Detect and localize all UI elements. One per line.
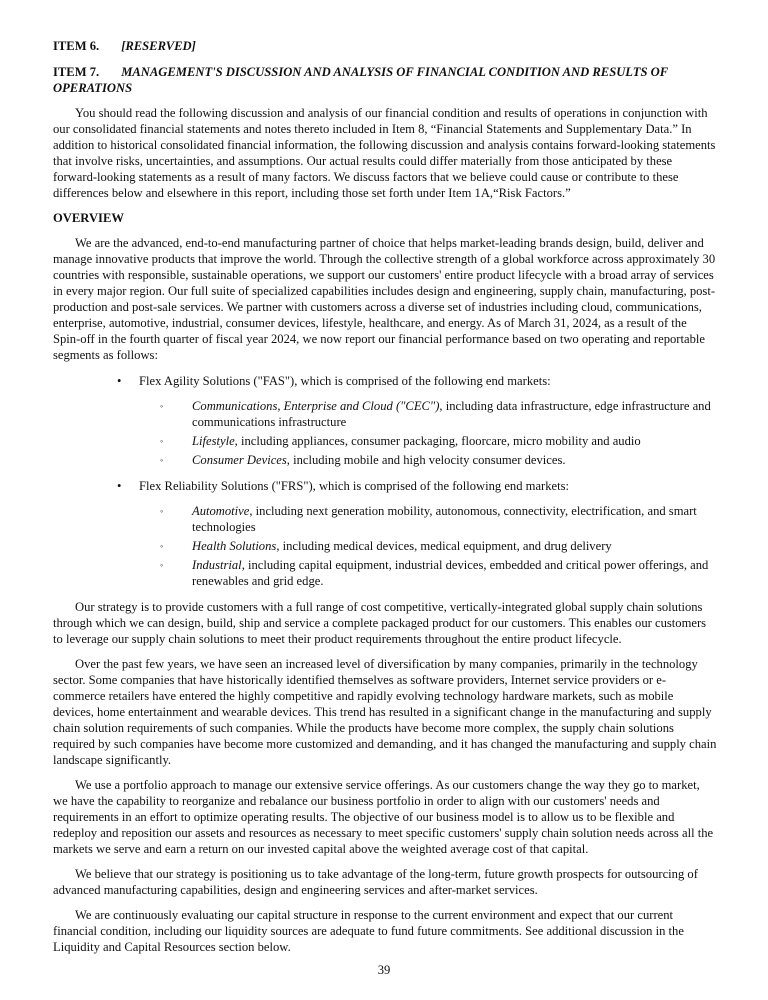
bullet-icon: • [117,479,122,493]
market-name: Lifestyle [192,434,235,448]
market-desc: , including capital equipment, industrial devices, embedded and critical power offerings, and renewables and grid edge. [192,558,709,588]
market-desc: , including appliances, consumer packaging, floorcare, micro mobility and audio [234,434,641,448]
market-item [139,398,717,430]
market-desc: , including data infrastructure, edge infrastructure and communications infrastructure [192,399,711,429]
market-name: Health Solutions [192,539,277,553]
document-page [53,38,717,955]
item-title: MANAGEMENT'S DISCUSSION AND ANALYSIS OF FINANCIAL CONDITION AND RESULTS OF OPERATIONS [53,65,668,95]
circle-bullet-icon: ◦ [160,436,164,446]
market-desc: , including mobile and high velocity consumer devices. [286,453,566,467]
segment-item [53,373,717,468]
circle-bullet-icon: ◦ [160,541,164,551]
overview-heading: OVERVIEW [53,211,124,225]
item-6-heading [53,38,717,54]
item-7-heading [53,64,717,96]
capital-paragraph: We are continuously evaluating our capital structure in response to the current environment and expect that our current financial condition, including our liquidity sources are adequate to fund future commitments. See additional discussion in the Liquidity and Capital Resources section below. [53,908,684,954]
market-item [139,557,717,589]
overview-paragraph: We are the advanced, end-to-end manufacturing partner of choice that helps market-leading brands design, build, deliver and manage innovative products that improve the world. Through the collective strength of a global workforce across approximately 30 countries with responsible, sustainable operations, we support our customers' entire product lifecycle with a broad array of services in every major region. Our full suite of specialized capabilities includes design and engineering, supply chain, manufacturing, post-production and post-sale services. We partner with customers across a diverse set of industries including cloud, communications, enterprise, automotive, industrial, consumer devices, lifestyle, healthcare, and energy. As of March 31, 2024, as a result of the Spin-off in the fourth quarter of fiscal year 2024, we now report our financial performance based on two operating and reportable segments as follows: [53,236,716,362]
market-desc: , including next generation mobility, autonomous, connectivity, electrification, and smart technologies [192,504,697,534]
market-list [139,398,717,468]
circle-bullet-icon: ◦ [160,455,164,465]
market-item [139,452,717,468]
page-number: 39 [377,963,391,977]
market-name: Communications, Enterprise and Cloud ("CEC") [192,399,440,413]
segment-text: Flex Reliability Solutions ("FRS"), which is comprised of the following end markets: [139,479,570,493]
bullet-icon: • [117,374,122,388]
strategy-paragraph: Our strategy is to provide customers with a full range of cost competitive, vertically-integrated global supply chain solutions through which we can design, build, ship and service a complete packaged product for our customers. This enables our customers to leverage our supply chain solutions to meet their product requirements throughout the entire product lifecycle. [53,600,707,646]
market-item [139,538,717,554]
segment-text: Flex Agility Solutions ("FAS"), which is comprised of the following end markets: [139,374,551,388]
portfolio-paragraph: We use a portfolio approach to manage our extensive service offerings. As our customers change the way they go to market, we have the capability to reorganize and rebalance our business portfolio in order to align with our customers' needs and requirements in an effort to optimize operating results. The objective of our business model is to allow us to be flexible and redeploy and reposition our assets and resources as necessary to meet specific customers' supply chain solution needs across all the markets we serve and earn a return on our invested capital above the weighted average cost of that capital. [53,778,714,856]
item-label: ITEM 7. [53,65,100,79]
market-item [139,503,717,535]
market-list [139,503,717,589]
market-item [139,433,717,449]
circle-bullet-icon: ◦ [160,401,164,411]
market-name: Automotive [192,504,250,518]
item-title: [RESERVED] [121,39,196,53]
item-label: ITEM 6. [53,39,100,53]
growth-paragraph: We believe that our strategy is positioning us to take advantage of the long-term, future growth prospects for outsourcing of advanced manufacturing capabilities, design and engineering services and after-market services. [53,867,698,897]
segment-item [53,478,717,589]
diversification-paragraph: Over the past few years, we have seen an increased level of diversification by many companies, primarily in the technology sector. Some companies that have historically identified themselves as software providers, Internet service providers or e-commerce retailers have entered the highly competitive and rapidly evolving technology hardware markets, such as mobile devices, home entertainment and wearable devices. This trend has resulted in a significant change in the manufacturing and supply chain solution requirements of such companies. While the products have become more complex, the supply chain solutions required by such companies have become more customized and demanding, and it has changed the manufacturing and supply chain landscape significantly. [53,657,717,767]
market-desc: , including medical devices, medical equipment, and drug delivery [276,539,612,553]
segment-list [53,373,717,589]
circle-bullet-icon: ◦ [160,506,164,516]
intro-paragraph: You should read the following discussion and analysis of our financial condition and results of operations in conjunction with our consolidated financial statements and notes thereto included in Item 8, “Financial Statements and Supplementary Data.” In addition to historical consolidated financial information, the following discussion and analysis contains forward-looking statements that involve risks, uncertainties, and assumptions. Our actual results could differ materially from those anticipated by these forward-looking statements as a result of many factors. We discuss factors that we believe could cause or contribute to these differences below and elsewhere in this report, including those set forth under Item 1A,“Risk Factors.” [53,106,716,200]
market-name: Consumer Devices [192,453,287,467]
circle-bullet-icon: ◦ [160,560,164,570]
market-name: Industrial [192,558,242,572]
